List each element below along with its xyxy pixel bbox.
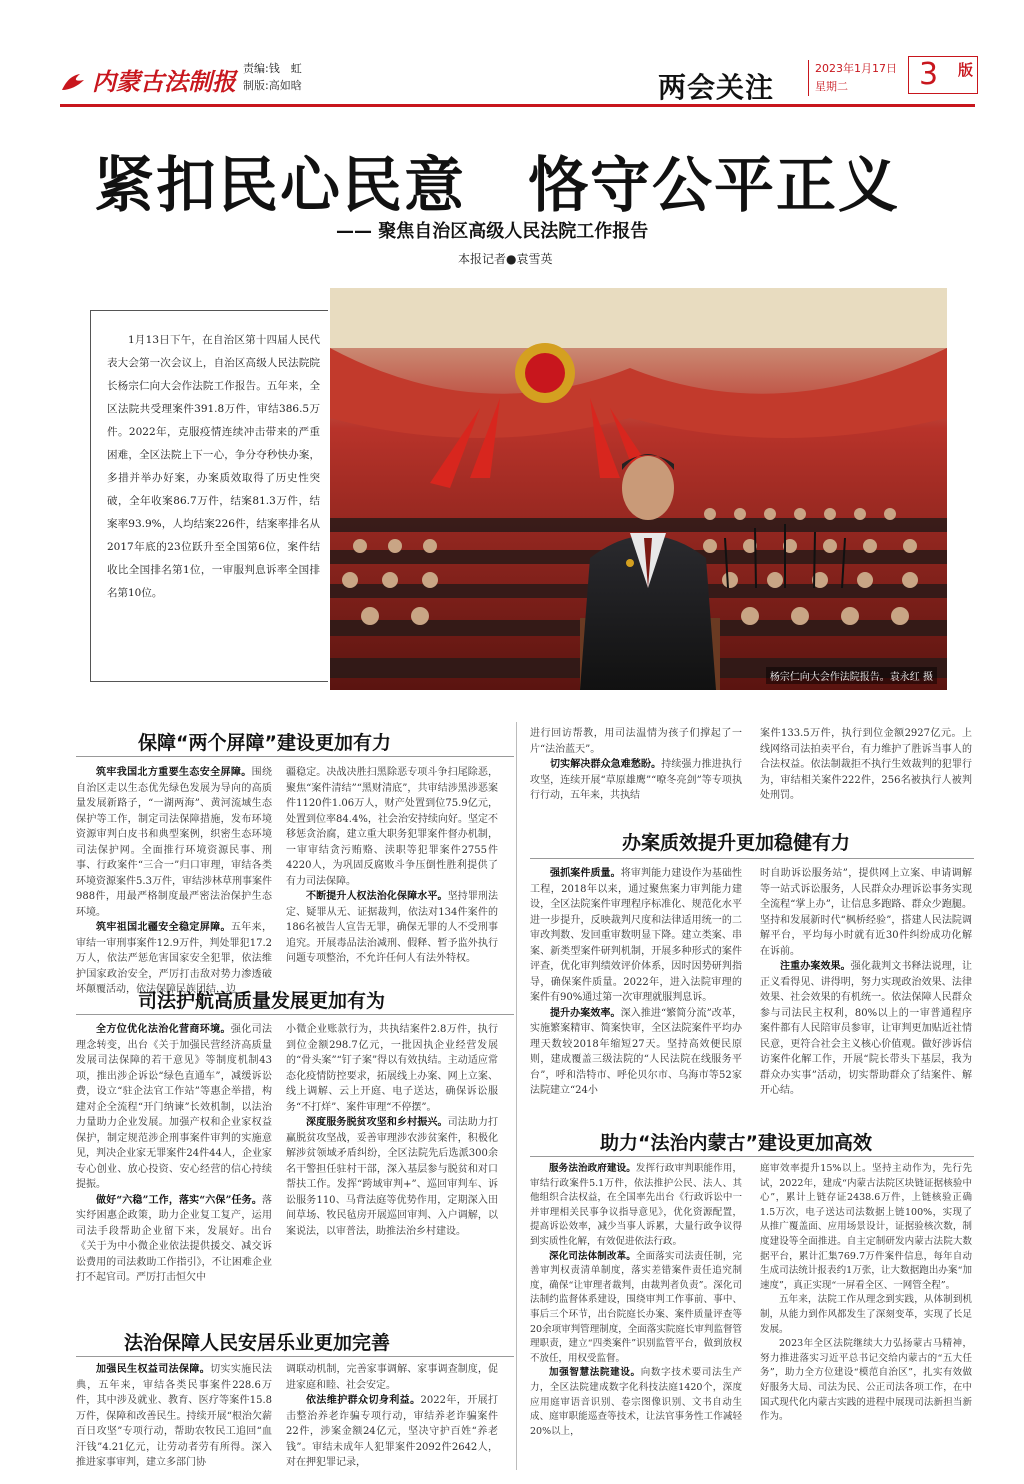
- newspaper-logo[interactable]: [60, 62, 236, 97]
- paragraph-text: 坚持罪刑法定、疑罪从无、证据裁判，依法对134件案件的186名被告人宣告无罪，确保无罪的人不受刑事追究。开展毒品法治减刑、假释、暂予监外执行问题专项整治，不允许任何人有法外特权。: [286, 891, 499, 964]
- section-2-col-1: [76, 1022, 272, 1286]
- section-3-col-1: [76, 1362, 272, 1478]
- paragraph-lead: 注重办案效果。: [780, 961, 851, 972]
- paragraph: [286, 1393, 498, 1471]
- section-2-heading: 司法护航高质量发展更加有为: [138, 990, 386, 1012]
- section-5-col-2: [760, 1162, 972, 1425]
- paragraph-text: 发挥行政审判职能作用，审结行政案件5.1万件，依法推护公民、法人、其他组织合法权益，在全国率先出台《行政诉讼中一并审理相关民事争议指导意见》，优化资源配置，提高诉讼效率，减少当事人诉累，大量行政争议得到实质性化解，有效促进依法行政。: [530, 1163, 742, 1247]
- paragraph: [760, 1293, 972, 1337]
- paragraph-lead: 不断提升人权法治化保障水平。: [306, 891, 448, 902]
- logo-flame-icon: [60, 72, 86, 92]
- paragraph-text: 2023年全区法院继续大力弘扬蒙古马精神，努力推进落实习近平总书记交给内蒙古的“五大任务”，助力全方位建设“模范自治区”，扎实有效做好服务大局、司法为民、公正司法各项工作，在中国式现代化内蒙古实践的进程中展现司法新担当新作为。: [760, 1338, 972, 1423]
- paragraph-text: 进行回访帮教，用司法温情为孩子们撑起了一片“法治蓝天”。: [530, 728, 742, 755]
- paragraph-lead: 筑牢祖国北疆安全稳定屏障。: [96, 922, 231, 933]
- paragraph: [760, 959, 972, 1099]
- paragraph: [530, 1366, 742, 1439]
- date-box: [808, 60, 900, 96]
- paragraph-text: 案件133.5万件，执行到位金额2927亿元。上线网络司法拍卖平台，有力维护了胜诉当事人的合法权益。依法制裁拒不执行生效裁判的犯罪行为，审结相关案件222件，256名被执行人被判处刑罚。: [760, 728, 972, 801]
- paragraph-text: 司法助力打赢脱贫攻坚战，妥善审理涉农涉贫案件，积极化解涉贫领域矛盾纠纷，全区法院先后选派300余名干警担任驻村干部，深入基层参与脱贫和对口帮扶工作。发挥“跨域审判+”、巡回审判车、诉讼服务110、马背法庭等优势作用，定期深入田间草场、牧民毡房开展巡回审判、入户调解，以案说法，以审普法，助推法治乡村建设。: [286, 1117, 499, 1237]
- section-3-rule: [76, 1356, 514, 1357]
- lead-paragraph-box: 1月13日下午，在自治区第十四届人民代表大会第一次会议上，自治区高级人民法院院长杨宗仁向大会作法院工作报告。五年来，全区法院共受理案件391.8万件，审结386.5万件。2022年，克服疫情连续冲击带来的严重困难，全区法院上下一心，争分夺秒快办案，多措并举办好案，办案质效取得了历史性突破，全年收案86.7万件，结案81.3万件，结案率93.9%，人均结案226件，结案率排名从2017年底的23位跃升至全国第6位，案件结收比全国排名第1位，一审服判息诉率全国排名第10位。: [90, 310, 328, 682]
- paragraph: [530, 757, 742, 804]
- paragraph-lead: 做好“六稳”工作，落实“六保”任务。: [96, 1194, 262, 1206]
- section-1-col-4: [760, 726, 972, 804]
- issue-date: 2023年1月17日: [815, 62, 897, 75]
- section-4-heading: 办案质效提升更加稳健有力: [622, 832, 851, 854]
- paragraph-lead: 加强智慧法院建设。: [549, 1367, 641, 1379]
- section-1-rule: [76, 756, 514, 757]
- paragraph-text: 强化裁判文书释法说理，让正义看得见、讲得明，努力实现政治效果、法律效果、社会效果的有机统一。依法保障人民群众参与司法民主权利，80%以上的一审普通程序案件都有人民陪审员参审，让审判更加贴近社情民意，更符合社会主义核心价值观。做好涉诉信访案件化解工作，开展“院长带头下基层，我为群众办实事”活动，切实帮助群众了结案件、解开心结。: [760, 961, 973, 1096]
- paragraph-text: 庭审效率提升15%以上。坚持主动作为，先行先试，2022年，建成“内蒙古法院区块链证据核验中心”，累计上链存证2438.6万件，上链核验正确1.5万次，电子送达司法数据上链100%，实现了从推广覆盖面、应用场景设计，证据验核次数，制度建设等全面推进。自主定制研发内蒙古法院大数据平台，累计汇集769.7万件案件信息，每年自动生成司法统计报表约1万张，让大数据跑出办案“加速度”，真正实现“一屏看全区、一网管全程”。: [760, 1163, 972, 1291]
- paragraph: [530, 726, 742, 757]
- paragraph: [76, 1022, 272, 1193]
- photo-caption: 杨宗仁向大会作法院报告。袁永红 摄: [766, 667, 937, 684]
- article-headline: 紧扣民心民意 恪守公平正义: [94, 151, 900, 221]
- paragraph-lead: 加强民生权益司法保障。: [96, 1364, 211, 1375]
- section-5-col-1: [530, 1162, 742, 1439]
- page-number-box: [908, 56, 978, 94]
- paragraph-text: 小微企业账款行为，共执结案件2.8万件，执行到位金额298.7亿元，一批因执企业经营发展的“骨头案”“钉子案”得以有效执结。主动适应常态化疫情防控要求，拓展线上办案、网上立案、线上调解、云上开庭、电子送达，确保诉讼服务“不打烊”、案件审理“不停摆”。: [286, 1024, 498, 1113]
- paragraph-lead: 深化司法体制改革。: [549, 1250, 636, 1262]
- logo-text: 内蒙古法制报: [92, 67, 236, 96]
- paragraph-text: 全面落实司法责任制，完善审判权责清单制度，落实差错案件责任追究制度，确保“让审理者裁判，由裁判者负责”。深化司法制约监督体系建设，围绕审判工作事前、事中、事后三个环节，出台院庭长办案、案件质量评查等20余项审判管理制度，全面落实院庭长审判监督管理职责，建立“四类案件”识别监管平台，做到放权不放任，用权受监督。: [530, 1250, 742, 1364]
- section-1-col-1: [76, 765, 272, 998]
- section-1-heading: 保障“两个屏障”建设更加有力: [138, 732, 391, 754]
- paragraph: [76, 1362, 272, 1471]
- paragraph-text: 向数字技术要司法生产力，全区法院建成数字化科技法庭1420个，深度应用庭审语音识别、卷宗图像识别、文书自动生成、庭审职能巡查等技术，让法官事务性工作减轻20%以上，: [530, 1367, 742, 1437]
- paragraph-lead: 服务法治政府建设。: [549, 1163, 636, 1174]
- section-5-heading: 助力“法治内蒙古”建设更加高效: [600, 1132, 872, 1154]
- paragraph: [76, 1193, 272, 1286]
- paragraph-text: 切实实施民法典，五年来，审结各类民事案件228.6万件，其中涉及就业、教育、医疗等案件15.8万件，保障和改善民生。持续开展“根治欠薪百日攻坚”专项行动，帮助农牧民工追回“血汗钱”4.21亿元，让劳动者劳有所得。深入推进家事审判，建立多部门协: [76, 1364, 272, 1468]
- paragraph: [530, 1250, 742, 1367]
- paragraph: [76, 765, 272, 920]
- paragraph-text: 疆稳定。决战决胜扫黑除恶专项斗争扫尾除恶，聚焦“案件清结”“黑财清底”，共审结涉黑涉恶案件1120件1.06万人，财产处置到位75.9亿元，处置到位率84.4%，社会治安持续向好。坚定不移惩贪治腐，建立重大职务犯罪案件督办机制，一审审结贪污贿赂、渎职等犯罪案件2755件4220人，为巩固反腐败斗争压倒性胜利提供了有力司法保障。: [286, 767, 498, 887]
- paragraph: [530, 1006, 742, 1099]
- paragraph-lead: 强抓案件质量。: [550, 868, 621, 879]
- paragraph: [286, 765, 498, 889]
- paragraph-text: 强化司法理念转变，出台《关于加强民营经济高质量发展司法保障的若干意见》等制度机制43项，推出涉企诉讼“绿色直通车”，减缓诉讼费，设立“驻企法官工作站”等惠企举措，构建对企全流程“开门纳谏”长效机制，以法治力量助力企业发展。加强产权和企业家权益保护，制定规范涉企刑事案件审判的实施意见，判决企业家无罪案件24件44人，企业家专心创业、放心投资、安心经营的信心持续提振。: [76, 1024, 272, 1190]
- section-5-rule: [530, 1156, 974, 1157]
- paragraph: [760, 1337, 972, 1425]
- paragraph-lead: 筑牢我国北方重要生态安全屏障。: [96, 767, 252, 778]
- paragraph-text: 深入推进“繁简分流”改革，实施繁案精审、简案快审，全区法院案件平均办理天数较2018年缩短27天。坚持高效便民原则，建成覆盖三级法院的“人民法院在线服务平台”，呼和浩特市、呼伦贝尔市、乌海市等52家法院建立“24小: [530, 1007, 742, 1096]
- paragraph-text: 落实纾困惠企政策，助力企业复工复产，运用司法手段帮助企业留下来，发展好。出台《关于为中小微企业依法提供援交、减交诉讼费用的司法救助工作指引》，不让困难企业打不起官司。严厉打击恒欠中: [76, 1194, 272, 1283]
- paragraph-lead: 依法维护群众切身利益。: [306, 1395, 421, 1406]
- section-3-col-2: [286, 1362, 498, 1478]
- paragraph-text: 2022年，开展打击整治养老诈骗专项行动，审结养老诈骗案件22件，涉案金额24亿元，坚决守护百姓“养老钱”。审结未成年人犯罪案件2092件2642人，对在押犯罪记录，: [286, 1395, 498, 1468]
- news-photo: [330, 288, 947, 690]
- photo-illustration: [330, 288, 947, 690]
- paragraph-text: 时自助诉讼服务站”，提供网上立案、申请调解等一站式诉讼服务，人民群众办理诉讼事务实现全流程“掌上办”，让信息多跑路、群众少跑腿。坚持和发展新时代“枫桥经验”，搭建人民法院调解平台，平均每小时就有近30件纠纷成功化解在诉前。: [760, 868, 972, 957]
- paragraph-lead: 提升办案效率。: [550, 1007, 621, 1019]
- masthead-rule: [60, 104, 975, 107]
- paragraph: [286, 1022, 498, 1115]
- issue-weekday: 星期二: [815, 80, 848, 93]
- section-4-rule: [530, 858, 974, 859]
- editor-line: 责编:钱 虹: [243, 62, 302, 75]
- paragraph-text: 五年来，法院工作从理念到实践，从体制到机制，从能力到作风都发生了深刻变革，实现了长足发展。: [760, 1294, 972, 1335]
- column-divider: [516, 722, 517, 1470]
- paragraph: [760, 866, 972, 959]
- page-unit: 版: [957, 61, 973, 79]
- producer-line: 制版:高如晗: [243, 79, 302, 92]
- section-4-col-2: [760, 866, 972, 1099]
- page-number: 3: [919, 57, 939, 92]
- section-3-heading: 法治保障人民安居乐业更加完善: [124, 1332, 391, 1354]
- paragraph-text: 将审判能力建设作为基础性工程，2018年以来，通过聚焦案力审判能力建设，全区法院案件审理程序标准化、规范化水平进一步提升，反映裁判尺度和法律适用统一的二审改判数、发回重审数明显下降。建立类案、串案、新类型案件研判机制，开展多种形式的案件评查，优化审判绩效评价体系，因时因势研判指导，确保案件质量。2022年，进入法院审理的案件有90%通过第一次审理就服判息诉。: [530, 868, 743, 1003]
- section-2-col-2: [286, 1022, 498, 1239]
- editor-credits: [243, 60, 302, 94]
- paragraph-lead: 全方位优化法治化营商环境。: [96, 1024, 231, 1035]
- section-1-col-3: [530, 726, 742, 804]
- paragraph: [286, 1362, 498, 1393]
- paragraph-lead: 深度服务脱贫攻坚和乡村振兴。: [306, 1117, 448, 1128]
- section-2-rule: [76, 1014, 514, 1015]
- article-byline: 本报记者●袁雪英: [458, 252, 553, 266]
- paragraph: [286, 889, 498, 967]
- paragraph: [760, 726, 972, 804]
- paragraph: [286, 1115, 498, 1239]
- section-4-col-1: [530, 866, 742, 1099]
- paragraph-text: 五年来，审结一审刑事案件12.9万件，判处罪犯17.2万人，依法严惩危害国家安全犯罪，依法维护国家政治安全，严厉打击敌对势力渗透破坏颠覆活动，依法保障民族团结，边: [76, 922, 272, 995]
- paragraph-lead: 切实解决群众急难愁盼。: [550, 759, 662, 770]
- section-title: 两会关注: [658, 71, 775, 104]
- paragraph-text: 调联动机制，完善家事调解、家事调查制度，促进家庭和睦、社会安定。: [286, 1364, 498, 1391]
- paragraph-text: 围绕自治区走以生态优先绿色发展为导向的高质量发展新路子，“一湖两海”、黄河流域生态保护等工作，制定司法保障措施，发布环境资源审判白皮书和典型案例，织密生态环境司法保护网。全面推行环境资源民事、刑事、行政案件“三合一”归口审理，审结各类环境资源案件5.3万件，审结涉林草刑事案件988件，用最严格制度最严密法治保护生态环境。: [76, 767, 272, 918]
- paragraph: [530, 1162, 742, 1250]
- masthead: [60, 52, 975, 104]
- paragraph: [760, 1162, 972, 1293]
- article-subheadline: —— 聚焦自治区高级人民法院工作报告: [336, 221, 649, 242]
- section-1-col-2: [286, 765, 498, 967]
- paragraph: [530, 866, 742, 1006]
- paragraph-text: 持续强力推进执行攻坚，连续开展“草原雄鹰”“嘹冬亮剑”等专项执行行动，五年来，共执结: [530, 759, 743, 801]
